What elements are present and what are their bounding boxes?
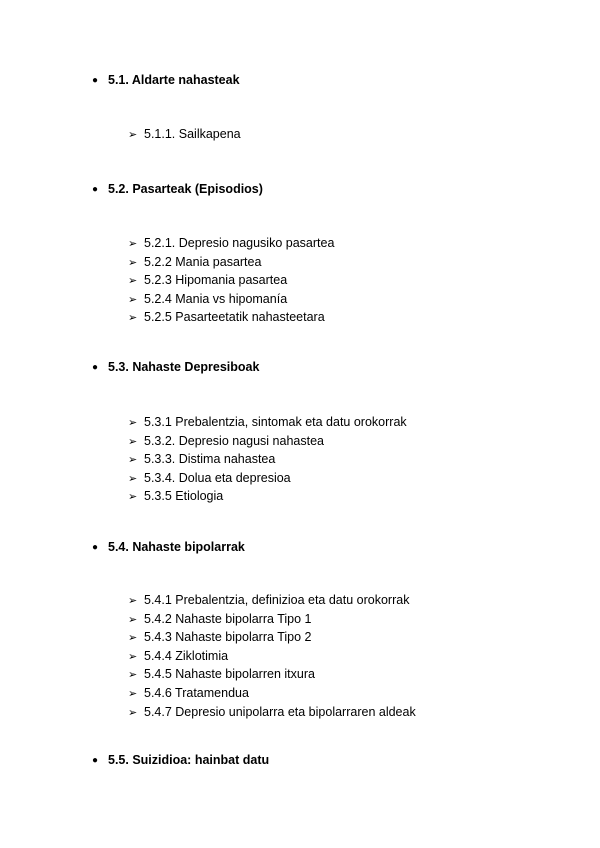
list-item-label: 5.1.1. Sailkapena	[144, 127, 241, 141]
arrow-bullet-icon: ➢	[128, 454, 138, 467]
list-item-label: 5.4.6 Tratamendua	[144, 685, 249, 700]
list-item	[128, 272, 334, 291]
list-item-label: 5.2.1. Depresio nagusiko pasartea	[144, 236, 335, 250]
section-title: 5.1. Aldarte nahasteak	[108, 73, 240, 87]
list-item	[128, 648, 416, 667]
list-item	[128, 433, 407, 452]
arrow-bullet-icon: ➢	[128, 632, 138, 645]
section-title: 5.5. Suizidioa: hainbat datu	[108, 753, 270, 767]
list-item-label: 5.4.7 Depresio unipolarra eta bipolarraren aldeak	[144, 704, 416, 719]
list-item-label: 5.2.2 Mania pasartea	[144, 254, 262, 269]
list-item-label: 5.4.3 Nahaste bipolarra Tipo 2	[144, 630, 312, 645]
arrow-bullet-icon: ➢	[128, 706, 138, 719]
list-item-label: 5.4.2 Nahaste bipolarra Tipo 1	[144, 611, 312, 626]
section-heading-5-2	[92, 181, 263, 198]
list-item	[128, 666, 416, 685]
list-item-label: 5.2.3 Hipomania pasartea	[144, 273, 288, 288]
list-item-label: 5.4.4 Ziklotimia	[144, 648, 229, 663]
list-item	[128, 414, 407, 433]
arrow-bullet-icon: ➢	[128, 669, 138, 682]
section-title: 5.2. Pasarteak (Episodios)	[108, 182, 263, 196]
sublist-5-1	[128, 126, 241, 145]
arrow-bullet-icon: ➢	[128, 613, 138, 626]
list-item	[128, 611, 416, 630]
arrow-bullet-icon: ➢	[128, 650, 138, 663]
list-item-label: 5.3.2. Depresio nagusi nahastea	[144, 433, 324, 448]
arrow-bullet-icon: ➢	[128, 595, 138, 607]
section-title: 5.4. Nahaste bipolarrak	[108, 540, 245, 554]
bullet-icon: ●	[92, 362, 99, 373]
list-item	[128, 451, 407, 470]
list-item-label: 5.3.3. Distima nahastea	[144, 452, 276, 467]
section-heading-5-4	[92, 539, 245, 556]
list-item	[128, 470, 407, 489]
list-item	[128, 291, 334, 310]
list-item	[128, 704, 416, 723]
list-item-label: 5.2.4 Mania vs hipomanía	[144, 291, 288, 306]
section-heading-5-5	[92, 752, 269, 769]
section-heading-5-1	[92, 72, 240, 89]
arrow-bullet-icon: ➢	[128, 256, 138, 269]
list-item-label: 5.4.5 Nahaste bipolarren itxura	[144, 667, 315, 682]
list-item	[128, 488, 407, 507]
list-item	[128, 685, 416, 704]
arrow-bullet-icon: ➢	[128, 491, 138, 504]
sublist-5-3	[128, 414, 407, 507]
section-heading-5-3	[92, 359, 259, 376]
list-item	[128, 235, 334, 254]
arrow-bullet-icon: ➢	[128, 435, 138, 448]
list-item	[128, 592, 416, 611]
arrow-bullet-icon: ➢	[128, 275, 138, 288]
list-item	[128, 309, 334, 328]
list-item	[128, 254, 334, 273]
list-item	[128, 629, 416, 648]
arrow-bullet-icon: ➢	[128, 472, 138, 485]
section-title: 5.3. Nahaste Depresiboak	[108, 360, 260, 374]
arrow-bullet-icon: ➢	[128, 238, 138, 250]
list-item-label: 5.3.1 Prebalentzia, sintomak eta datu orokorrak	[144, 415, 407, 429]
bullet-icon: ●	[92, 75, 99, 86]
sublist-5-4	[128, 592, 416, 722]
arrow-bullet-icon: ➢	[128, 417, 138, 429]
list-item	[128, 126, 241, 145]
arrow-bullet-icon: ➢	[128, 293, 138, 306]
list-item-label: 5.4.1 Prebalentzia, definizioa eta datu orokorrak	[144, 593, 410, 607]
bullet-icon: ●	[92, 184, 99, 195]
list-item-label: 5.2.5 Pasarteetatik nahasteetara	[144, 310, 325, 325]
bullet-icon: ●	[92, 755, 99, 766]
list-item-label: 5.3.4. Dolua eta depresioa	[144, 470, 291, 485]
list-item-label: 5.3.5 Etiologia	[144, 489, 224, 504]
arrow-bullet-icon: ➢	[128, 312, 138, 325]
bullet-icon: ●	[92, 542, 99, 553]
arrow-bullet-icon: ➢	[128, 129, 138, 141]
arrow-bullet-icon: ➢	[128, 687, 138, 700]
sublist-5-2	[128, 235, 334, 328]
